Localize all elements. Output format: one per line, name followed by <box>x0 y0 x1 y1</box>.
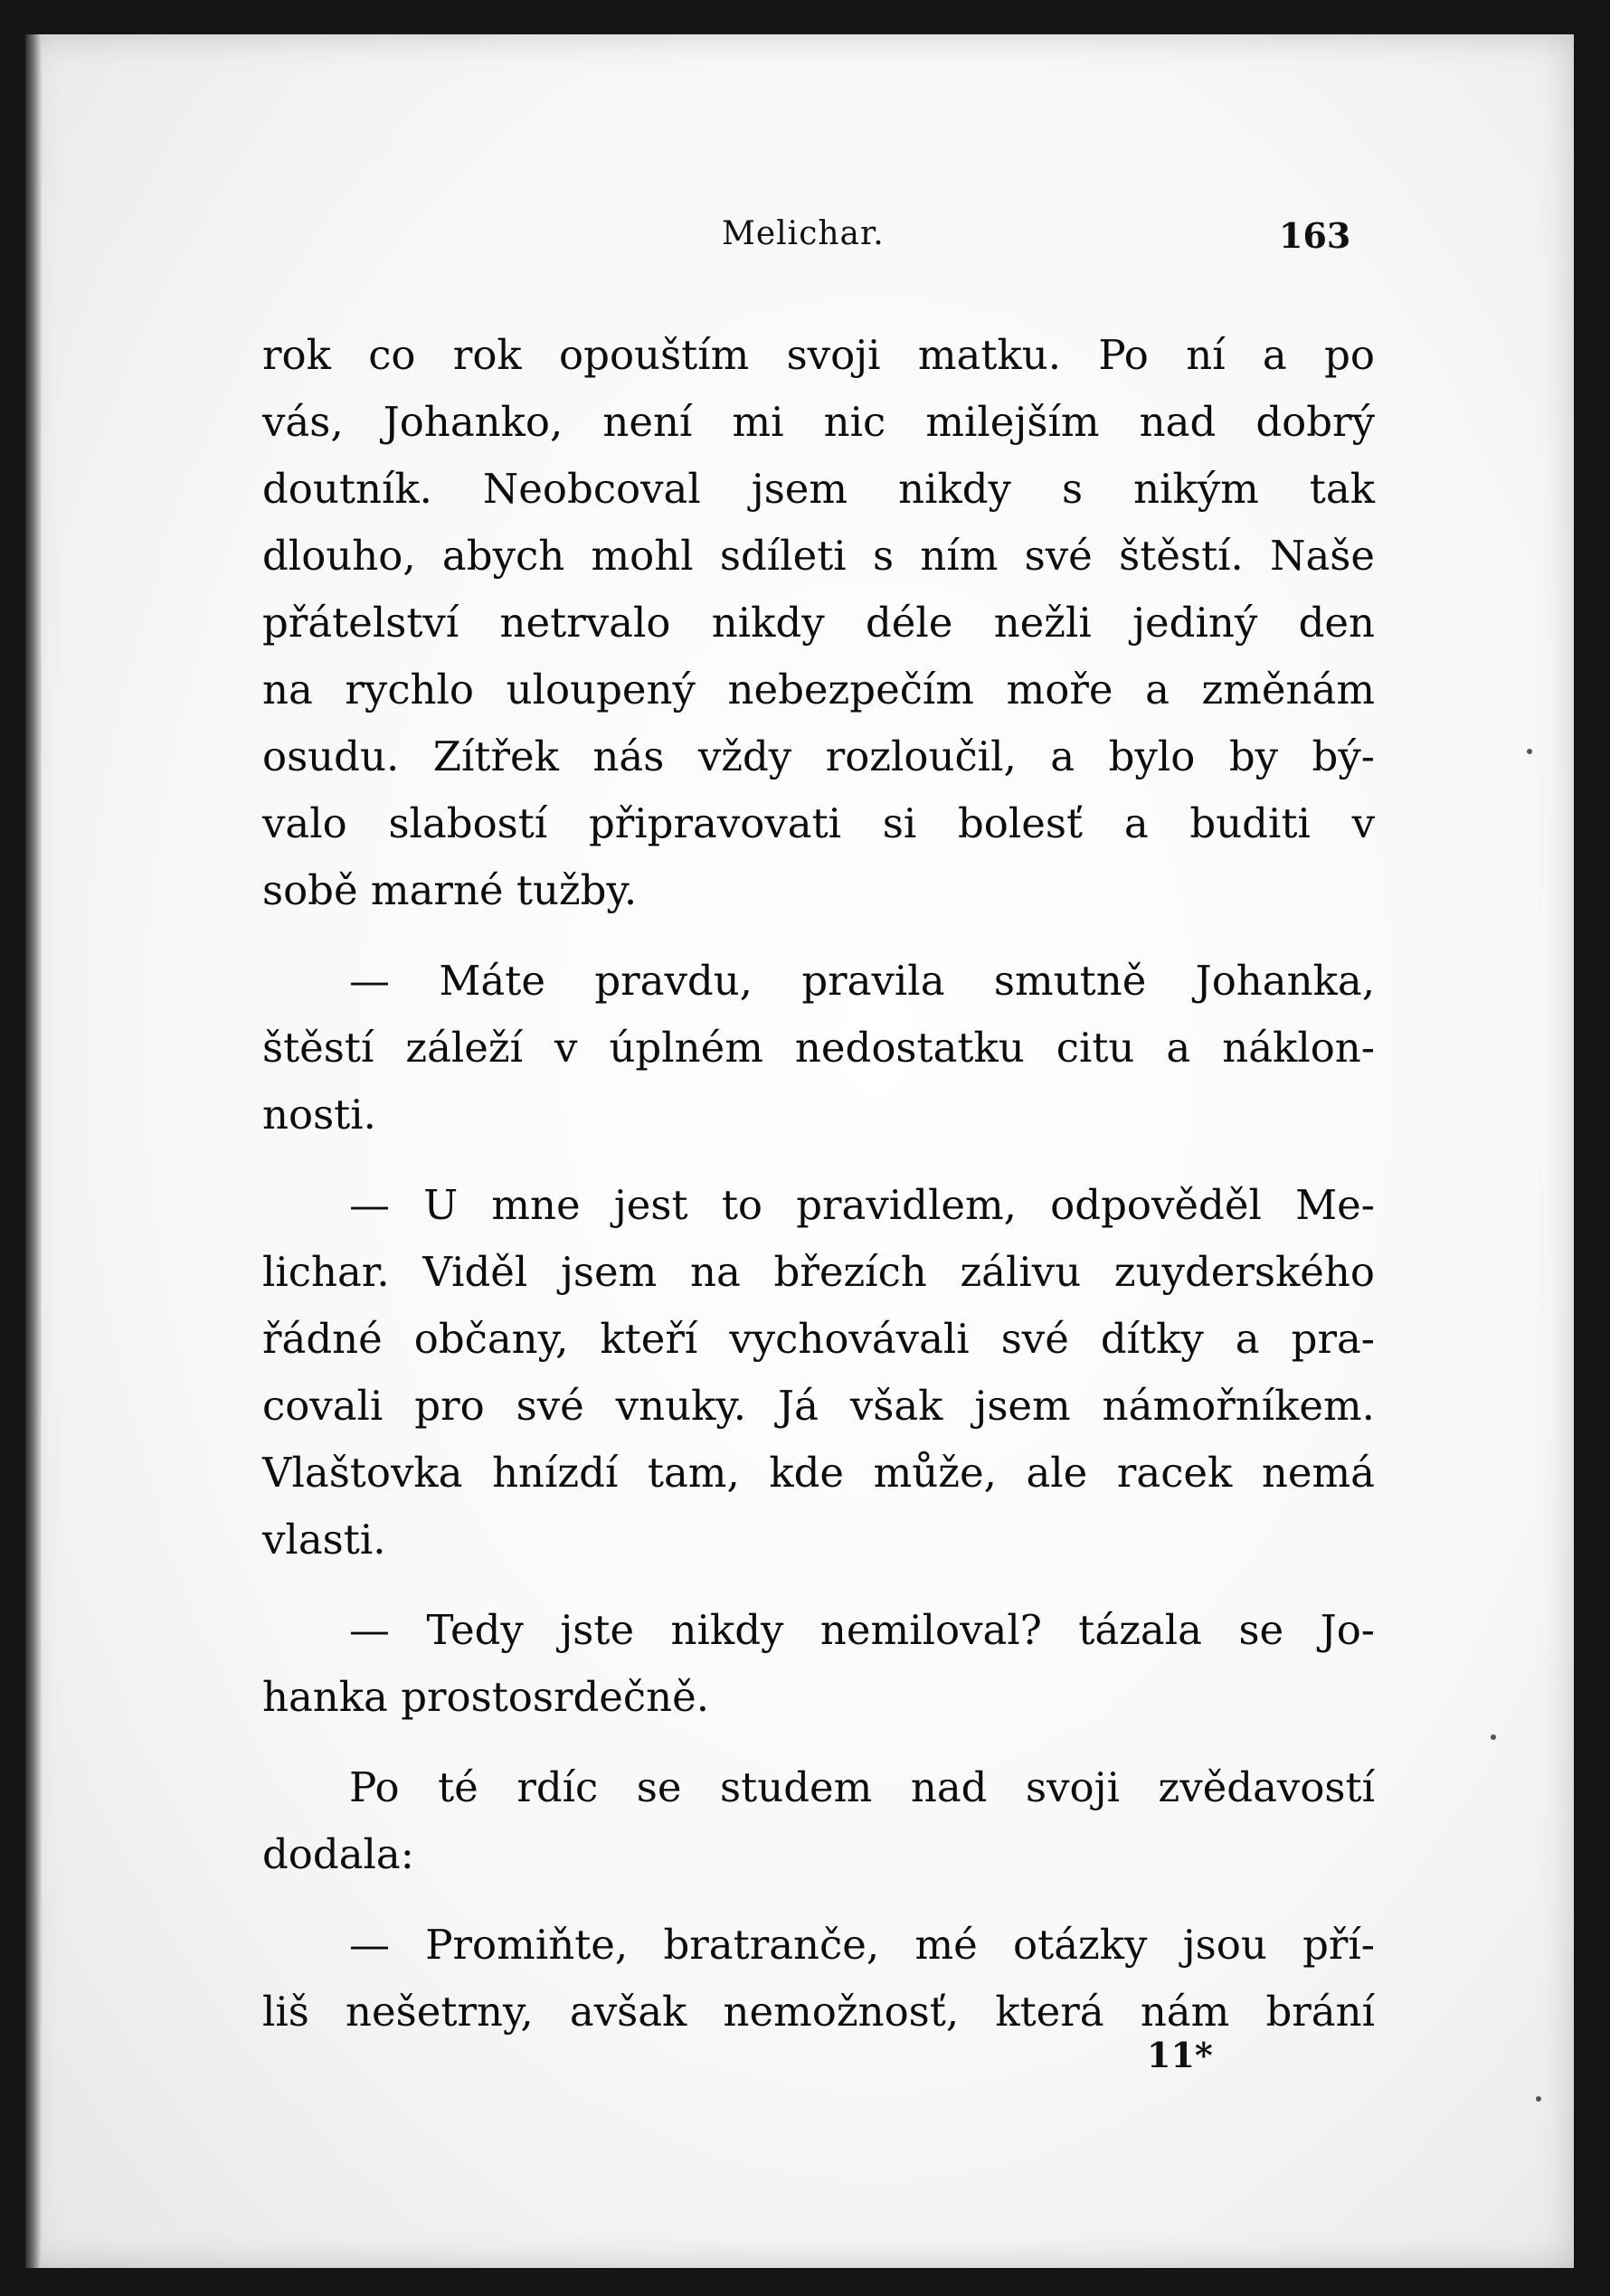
text-line: — Promiňte, bratrančе, mé otázky jsou pří- <box>349 1921 1375 1969</box>
book-page <box>25 34 1574 2268</box>
text-line: valo slabostí připravovati si bolesť a buditi v <box>262 799 1375 847</box>
text-line: liš nešetrny, avšak nemožnosť, která nám brání <box>262 1988 1375 2036</box>
text-line: nosti. <box>262 1091 376 1139</box>
page-header <box>25 215 1574 269</box>
text-line: řádné občany, kteří vychovávali své dítky a pra- <box>262 1315 1375 1363</box>
signature-mark: 11* <box>1147 2035 1213 2075</box>
paper-speck <box>1536 2096 1541 2102</box>
text-line: štěstí záleží v úplném nedostatku citu a náklon- <box>262 1024 1375 1072</box>
paper-speck <box>1491 1734 1496 1740</box>
text-line: sobě marné tužby. <box>262 866 638 914</box>
text-line: Po té rdíc se studem nad svoji zvědavostí <box>349 1763 1375 1811</box>
text-line: lichar. Viděl jsem na březích zálivu zuyderského <box>262 1248 1375 1296</box>
paragraph-gap <box>262 1573 1375 1597</box>
text-line: — Máte pravdu, pravila smutně Johanka, <box>349 957 1375 1005</box>
text-line: dodala: <box>262 1830 414 1878</box>
paragraph-gap <box>262 924 1375 948</box>
text-line: covali pro své vnuky. Já však jsem námořníkem. <box>262 1382 1375 1430</box>
text-line: vlasti. <box>262 1516 386 1564</box>
text-line: přátelství netrvalo nikdy déle nežli jediný den <box>262 599 1375 647</box>
paragraph-gap <box>262 1731 1375 1754</box>
text-line: doutník. Neobcoval jsem nikdy s nikým tak <box>262 465 1375 513</box>
text-line: — Tedy jste nikdy nemiloval? tázala se Jo- <box>349 1606 1375 1654</box>
text-line: hanka prostosrdečně. <box>262 1673 710 1721</box>
text-line: vás, Johanko, není mi nic milejším nad dobrý <box>262 398 1375 446</box>
text-line: na rychlo uloupený nebezpečím moře a změnám <box>262 666 1375 713</box>
text-line: — U mne jest to pravidlem, odpověděl Me- <box>349 1181 1375 1229</box>
text-line: rok co rok opouštím svoji matku. Po ní a po <box>262 331 1375 379</box>
paragraph-gap <box>262 1148 1375 1172</box>
body-text <box>262 322 1375 2046</box>
paragraph-gap <box>262 1888 1375 1912</box>
binding-edge <box>25 34 42 2268</box>
text-line: dlouho, abych mohl sdíleti s ním své štěstí. Naše <box>262 532 1375 580</box>
paper-speck <box>1527 749 1532 754</box>
page-number: 163 <box>1279 215 1351 256</box>
text-line: Vlaštovka hnízdí tam, kde může, ale racek nemá <box>262 1449 1375 1497</box>
running-title: Melichar. <box>722 215 885 252</box>
text-line: osudu. Zítřek nás vždy rozloučil, a bylo by bý- <box>262 732 1375 780</box>
